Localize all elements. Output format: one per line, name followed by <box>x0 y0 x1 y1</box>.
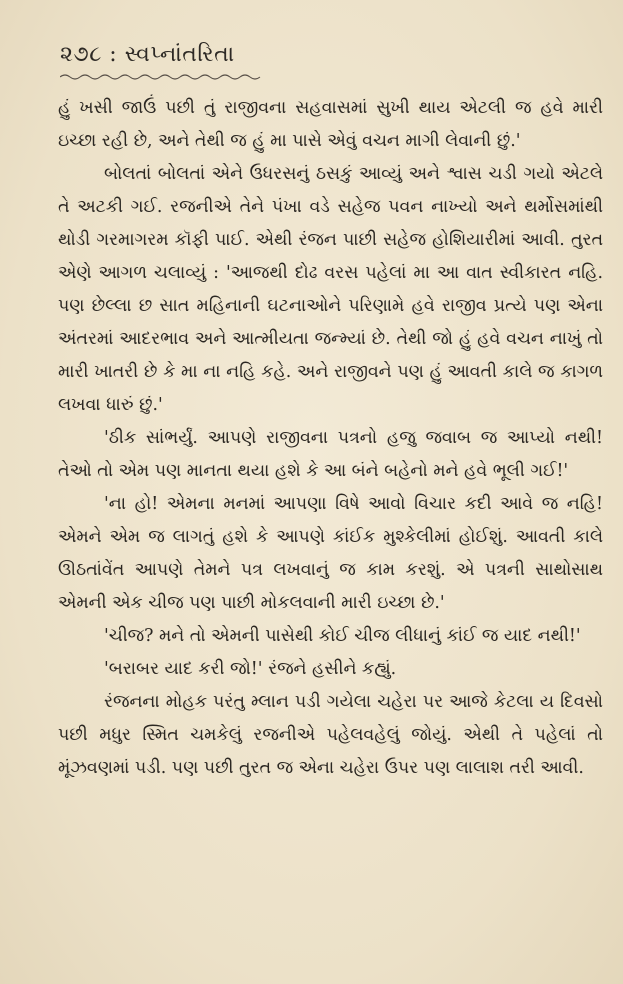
paragraph: 'બરાબર યાદ કરી જો!' રંજને હસીને કહ્યું. <box>104 659 397 679</box>
paragraph: રંજનના મોહક પરંતુ મ્લાન પડી ગયેલા ચહેરા પર આજે કેટલા ય દિવસો પછી મધુર સ્મિત ચમકેલું રજનીએ પહેલવહેલું જોયું. એથી તે પહેલાં તો મૂંઝવણમાં પડી. પણ પછી તુરત જ એના ચહેરા ઉપર પણ લાલાશ તરી આવી. <box>58 692 603 778</box>
paragraph: 'ના હો! એમના મનમાં આપણા વિષે આવો વિચાર કદી આવે જ નહિ! એમને એમ જ લાગતું હશે કે આપણે કાંઈક મુશ્કેલીમાં હોઈશું. આવતી કાલે ઊઠતાંવેંત આપણે તેમને પત્ર લખવાનું જ કામ કરશું. એ પત્રની સાથોસાથ એમની એક ચીજ પણ પાછી મોકલવાની મારી ઇચ્છા છે.' <box>58 494 603 613</box>
body-text <box>58 92 603 785</box>
header-underline <box>60 73 265 81</box>
paragraph: 'ચીજ? મને તો એમની પાસેથી કોઈ ચીજ લીધાનું કાંઈ જ યાદ નથી!' <box>104 626 581 646</box>
paragraph: 'ઠીક સાંભર્યું. આપણે રાજીવના પત્રનો હજુ જવાબ જ આપ્યો નથી! તેઓ તો એમ પણ માનતા થયા હશે કે આ બંને બહેનો મને હવે ભૂલી ગઈ!' <box>58 428 603 481</box>
paragraph: હું ખસી જાઉં પછી તું રાજીવના સહવાસમાં સુખી થાય એટલી જ હવે મારી ઇચ્છા રહી છે, અને તેથી જ હું મા પાસે એવું વચન માગી લેવાની છું.' <box>58 98 603 151</box>
paragraph: બોલતાં બોલતાં એને ઉધરસનું ઠસકું આવ્યું અને શ્વાસ ચડી ગયો એટલે તે અટકી ગઈ. રજનીએ તેને પંખા વડે સહેજ પવન નાખ્યો અને થર્મોસમાંથી થોડી ગરમાગરમ કૉફી પાઈ. એથી રંજન પાછી સહેજ હોશિયારીમાં આવી. તુરત એણે આગળ ચલાવ્યું : 'આજથી દોઢ વરસ પહેલાં મા આ વાત સ્વીકારત નહિ. પણ છેલ્લા છ સાત મહિનાની ઘટનાઓને પરિણામે હવે રાજીવ પ્રત્યે પણ એના અંતરમાં આદરભાવ અને આત્મીયતા જન્મ્યાં છે. તેથી જો હું હવે વચન નાખું તો મારી ખાતરી છે કે મા ના નહિ કહે. અને રાજીવને પણ હું આવતી કાલે જ કાગળ લખવા ધારું છું.' <box>58 164 603 415</box>
page-header: ૨૭૮ : સ્વપ્નાંતરિતા <box>60 42 235 67</box>
